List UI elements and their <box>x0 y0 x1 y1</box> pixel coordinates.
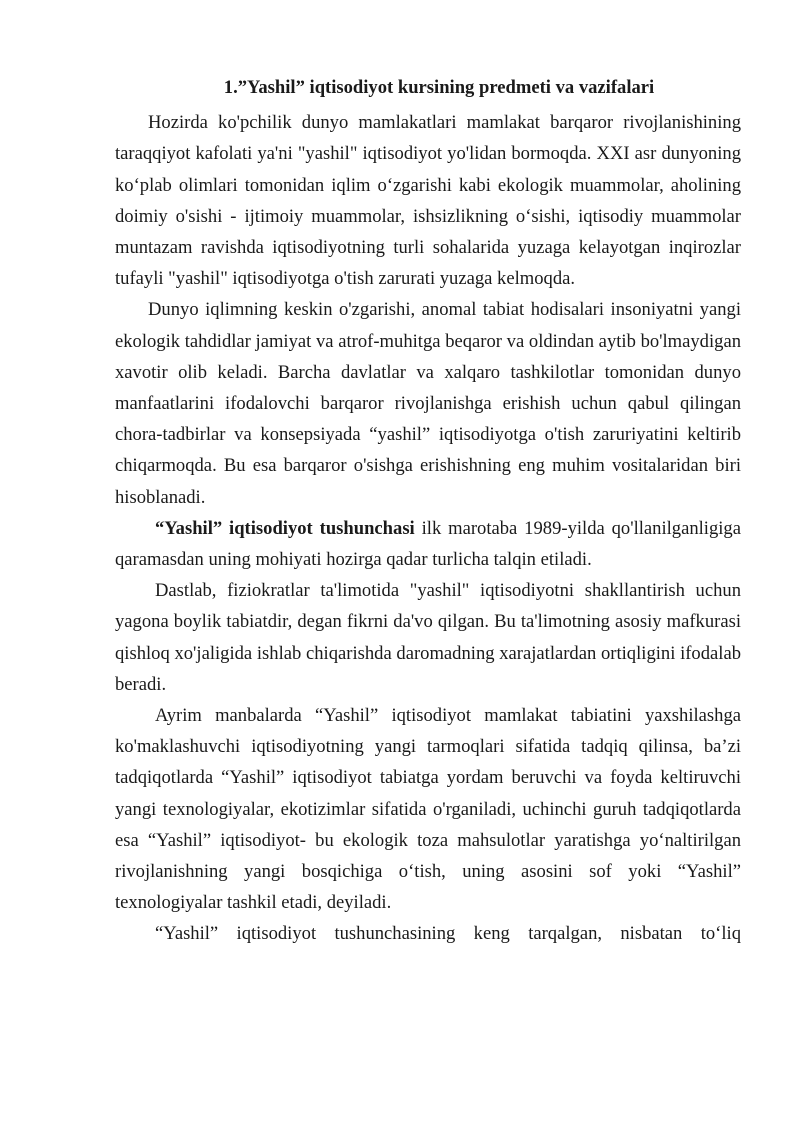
paragraph-2: Dunyo iqlimning keskin o'zgarishi, anomal tabiat hodisalari insoniyatni yangi ekologik tahdidlar jamiyat va atrof-muhitga beqaror va oldindan aytib bo'lmaydigan xavotir olib keladi. Barcha davlatlar va xalqaro tashkilotlar tomonidan dunyo manfaatlarini ifodalovchi barqaror rivojlanishga erishish uchun qabul qilingan chora-tadbirlar va konsepsiyada “yashil” iqtisodiyotga o'tish zaruriyatini keltirib chiqarmoqda. Bu esa barqaror o'sishga erishishning eng muhim vositalaridan biri hisoblanadi. <box>115 299 741 508</box>
paragraph-5: Ayrim manbalarda “Yashil” iqtisodiyot mamlakat tabiatini yaxshilashga ko'maklashuvchi iqtisodiyotning yangi tarmoqlari sifatida tadqiq qilinsa, ba’zi tadqiqotlarda “Yashil” iqtisodiyot tabiatga yordam beruvchi va foyda keltiruvchi yangi texnologiyalar, ekotizimlar sifatida o'rganiladi, uchinchi guruh tadqiqotlarda esa “Yashil” iqtisodiyot- bu ekologik toza mahsulotlar yaratishga yo‘naltirilgan rivojlanishning yangi bosqichiga o‘tish, uning asosini sof yoki “Yashil” texnologiyalar tashkil etadi, deyiladi. <box>115 705 741 914</box>
document-title: 1.”Yashil” iqtisodiyot kursining predmeti va vazifalari <box>223 77 655 98</box>
term-highlight: “Yashil” iqtisodiyot tushunchasi <box>155 517 415 539</box>
paragraph-1: Hozirda ko'pchilik dunyo mamlakatlari mamlakat barqaror rivojlanishining taraqqiyot kafolati ya'ni "yashil" iqtisodiyot yo'lidan bormoqda. XXI asr dunyoning ko‘plab olimlari tomonidan iqlim o‘zgarishi kabi ekologik muammolar, aholining doimiy o'sishi - ijtimoiy muammolar, ishsizlikning o‘sishi, iqtisodiy muammolar muntazam ravishda iqtisodiyotning turli sohalarida yuzaga kelayotgan inqirozlar tufayli "yashil" iqtisodiyotga o'tish zarurati yuzaga kelmoqda. <box>115 112 741 290</box>
document-page <box>115 72 741 950</box>
paragraph-3 <box>115 513 741 575</box>
paragraph-4: Dastlab, fiziokratlar ta'limotida "yashil" iqtisodiyotni shakllantirish uchun yagona boylik tabiatdir, degan fikrni da'vo qilgan. Bu ta'limotning asosiy mafkurasi qishloq xo'jaligida ishlab chiqarishda daromadning xarajatlardan ortiqligini ifodalab beradi. <box>115 580 741 695</box>
paragraph-3-text: ilk marotaba 1989-yilda qo'llanilganligiga qaramasdan uning mohiyati hozirga qadar turlicha talqin etiladi. <box>115 517 741 571</box>
paragraph-6: “Yashil” iqtisodiyot tushunchasining keng tarqalgan, nisbatan to‘liq <box>155 923 741 945</box>
